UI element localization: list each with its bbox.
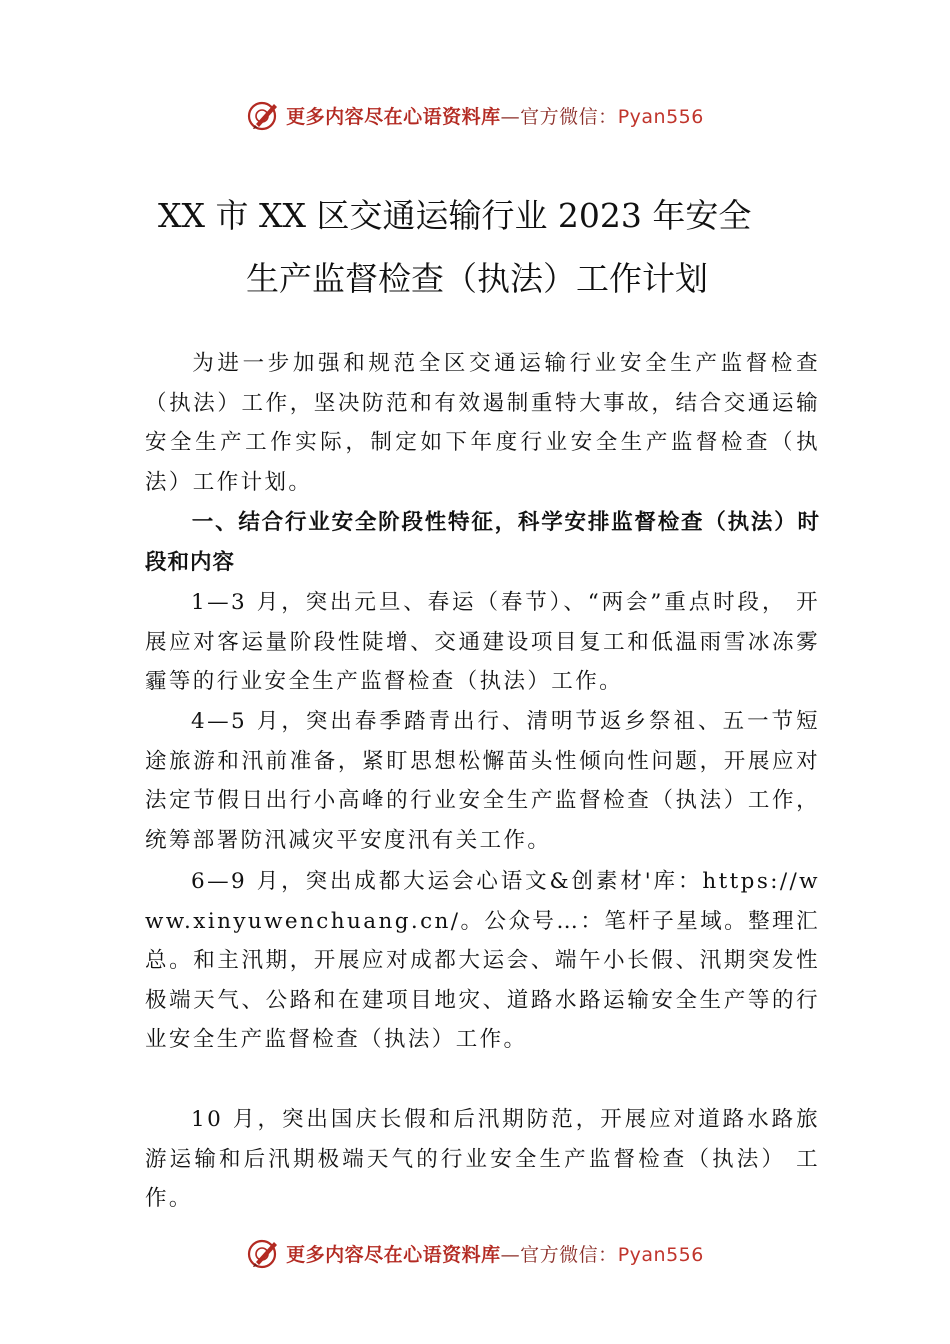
banner-wechat-id: Pyan556 — [617, 1243, 704, 1266]
banner-rest: —官方微信： — [500, 1243, 618, 1266]
paragraph-oct-text: 10 月，突出国庆长假和后汛期防范，开展应对道路水路旅游运输和后汛期极端天气的行业安全生产监督检查（执法） 工作。 — [145, 1107, 820, 1212]
document-title-line1: XX 市 XX 区交通运输行业 2023 年安全 — [158, 196, 752, 235]
document-title-line2: 生产监督检查（执法）工作计划 — [246, 259, 708, 298]
header-banner — [0, 95, 950, 135]
intro-paragraph — [145, 344, 820, 502]
section-heading-1-text: 一、结合行业安全阶段性特征，科学安排监督检查（执法）时段和内容 — [145, 510, 820, 575]
banner-lead: 更多内容尽在心语资料库 — [286, 105, 501, 128]
pen-logo-icon — [246, 98, 280, 132]
paragraph-oct — [145, 1100, 820, 1219]
footer-banner — [0, 1233, 950, 1273]
paragraph-jan-mar-text: 1—3 月，突出元旦、春运（春节）、“两会”重点时段， 开展应对客运量阶段性陡增、交通建设项目复工和低温雨雪冰冻雾霾等的行业安全生产监督检查（执法）工作。 — [145, 590, 820, 695]
intro-text: 为进一步加强和规范全区交通运输行业安全生产监督检查（执法）工作，坚决防范和有效遏制重特大事故，结合交通运输安全生产工作实际，制定如下年度行业安全生产监督检查（执法）工作计划。 — [145, 351, 820, 495]
paragraph-jun-sep-text: 6—9 月，突出成都大运会心语文&创素材'库：https://www.xinyuwenchuang.cn/。公众号…：笔杆子星域。整理汇总。和主汛期，开展应对成都大运会、端午小长假、汛期突发性极端天气、公路和在建项目地灾、道路水路运输安全生产等的行业安全生产监督检查（执法）工作。 — [145, 869, 820, 1053]
section-heading-1 — [145, 503, 820, 582]
banner-text — [286, 1240, 704, 1267]
paragraph-apr-may-text: 4—5 月，突出春季踏青出行、清明节返乡祭祖、五一节短途旅游和汛前准备，紧盯思想松懈苗头性倾向性问题，开展应对法定节假日出行小高峰的行业安全生产监督检查（执法）工作，统筹部署防汛减灾平安度汛有关工作。 — [145, 709, 820, 853]
banner-lead: 更多内容尽在心语资料库 — [286, 1243, 501, 1266]
paragraph-jan-mar — [145, 583, 820, 702]
pen-logo-icon — [246, 1236, 280, 1270]
banner-wechat-id: Pyan556 — [617, 105, 704, 128]
paragraph-jun-sep — [145, 862, 820, 1060]
banner-rest: —官方微信： — [500, 105, 618, 128]
banner-text — [286, 102, 704, 129]
paragraph-apr-may — [145, 702, 820, 860]
